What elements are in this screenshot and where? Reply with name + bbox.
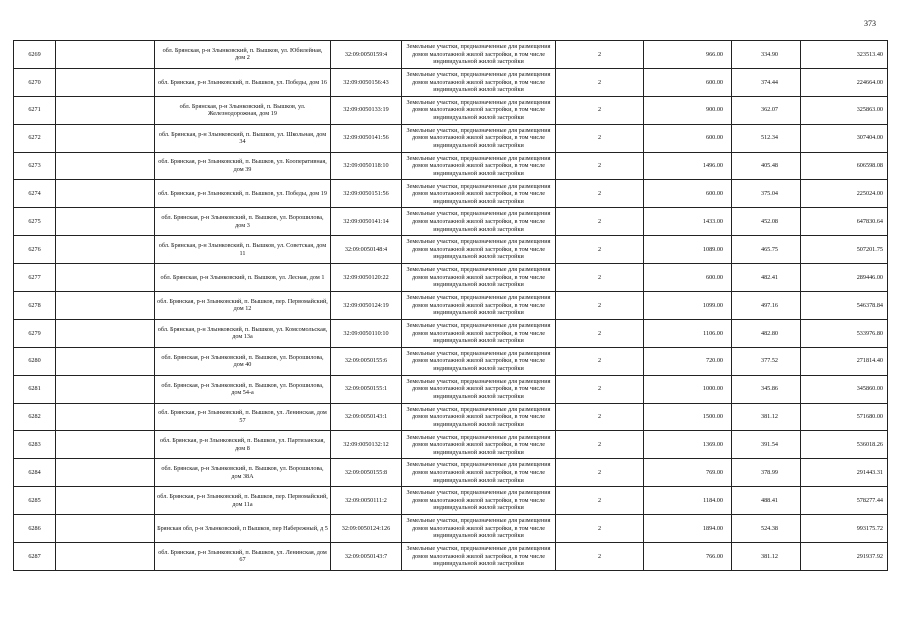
address-cell: обл. Брянская, р-н Злынковский, п. Вышков, ул. Ленинская, дом 67: [155, 543, 331, 571]
specific-value-cell: 497.16: [732, 292, 801, 320]
area-cell: 766.00: [644, 543, 732, 571]
group-code-cell: 2: [556, 487, 644, 515]
address-cell: обл. Брянская, р-н Злынковский, п. Вышков, ул. Лесная, дом 1: [155, 264, 331, 292]
address-cell: обл. Брянская, р-н Злынковский, п. Вышков, ул. Ворошилова, дом 38А: [155, 459, 331, 487]
specific-value-cell: 375.04: [732, 180, 801, 208]
row-number: 6273: [14, 152, 56, 180]
specific-value-cell: 334.90: [732, 41, 801, 69]
cadastral-number-cell: 32:09:0050111:2: [331, 487, 402, 515]
land-use-cell: Земельные участки, предназначенные для размещения домов малоэтажной жилой застройки, в том числе индивидуальной жилой застройки: [402, 68, 556, 96]
table-row: [14, 292, 888, 320]
address-cell: обл. Брянская, р-н Злынковский, п. Вышков, ул. Кооперативная, дом 39: [155, 152, 331, 180]
table-row: [14, 236, 888, 264]
land-use-cell: Земельные участки, предназначенные для размещения домов малоэтажной жилой застройки, в том числе индивидуальной жилой застройки: [402, 152, 556, 180]
cadastral-value-cell: 291937.92: [801, 543, 888, 571]
area-cell: 769.00: [644, 459, 732, 487]
specific-value-cell: 374.44: [732, 68, 801, 96]
cadastral-value-cell: 571680.00: [801, 403, 888, 431]
address-cell: обл. Брянская, р-н Злынковский, п. Вышков, ул. Юбилейная, дом 2: [155, 41, 331, 69]
area-cell: 1000.00: [644, 375, 732, 403]
table-row: [14, 96, 888, 124]
cadastral-number-cell: 32:09:0050133:19: [331, 96, 402, 124]
row-number: 6278: [14, 292, 56, 320]
cadastral-value-table: [13, 40, 888, 571]
address-cell: обл. Брянская, р-н Злынковский, п. Вышков, ул. Ворошилова, дом 40: [155, 347, 331, 375]
land-use-cell: Земельные участки, предназначенные для размещения домов малоэтажной жилой застройки, в том числе индивидуальной жилой застройки: [402, 431, 556, 459]
group-code-cell: 2: [556, 543, 644, 571]
cadastral-number-cell: 32:09:0050151:56: [331, 180, 402, 208]
blank-cell: [56, 515, 155, 543]
blank-cell: [56, 124, 155, 152]
group-code-cell: 2: [556, 236, 644, 264]
land-use-cell: Земельные участки, предназначенные для размещения домов малоэтажной жилой застройки, в том числе индивидуальной жилой застройки: [402, 124, 556, 152]
group-code-cell: 2: [556, 459, 644, 487]
table-row: [14, 347, 888, 375]
table-row: [14, 208, 888, 236]
blank-cell: [56, 208, 155, 236]
blank-cell: [56, 292, 155, 320]
land-use-cell: Земельные участки, предназначенные для размещения домов малоэтажной жилой застройки, в том числе индивидуальной жилой застройки: [402, 543, 556, 571]
cadastral-number-cell: 32:09:0050141:56: [331, 124, 402, 152]
cadastral-value-cell: 578277.44: [801, 487, 888, 515]
specific-value-cell: 482.41: [732, 264, 801, 292]
group-code-cell: 2: [556, 375, 644, 403]
cadastral-number-cell: 32:09:0050155:6: [331, 347, 402, 375]
area-cell: 1099.00: [644, 292, 732, 320]
area-cell: 1184.00: [644, 487, 732, 515]
cadastral-value-cell: 507201.75: [801, 236, 888, 264]
land-use-cell: Земельные участки, предназначенные для размещения домов малоэтажной жилой застройки, в том числе индивидуальной жилой застройки: [402, 264, 556, 292]
table-row: [14, 459, 888, 487]
cadastral-number-cell: 32:09:0050148:4: [331, 236, 402, 264]
cadastral-number-cell: 32:09:0050120:22: [331, 264, 402, 292]
cadastral-number-cell: 32:09:0050156:43: [331, 68, 402, 96]
cadastral-value-cell: 224664.00: [801, 68, 888, 96]
group-code-cell: 2: [556, 41, 644, 69]
cadastral-number-cell: 32:09:0050132:12: [331, 431, 402, 459]
blank-cell: [56, 96, 155, 124]
area-cell: 600.00: [644, 264, 732, 292]
address-cell: обл. Брянская, р-н Злынковский, п. Вышков, ул. Партизанская, дом 8: [155, 431, 331, 459]
row-number: 6277: [14, 264, 56, 292]
area-cell: 900.00: [644, 96, 732, 124]
area-cell: 1106.00: [644, 319, 732, 347]
area-cell: 1089.00: [644, 236, 732, 264]
land-use-cell: Земельные участки, предназначенные для размещения домов малоэтажной жилой застройки, в том числе индивидуальной жилой застройки: [402, 459, 556, 487]
area-cell: 600.00: [644, 124, 732, 152]
table-row: [14, 41, 888, 69]
table-row: [14, 152, 888, 180]
table-row: [14, 264, 888, 292]
area-cell: 966.00: [644, 41, 732, 69]
address-cell: обл. Брянская, р-н Злынковский, п. Вышков, ул. Железнодорожная, дом 19: [155, 96, 331, 124]
area-cell: 1369.00: [644, 431, 732, 459]
area-cell: 600.00: [644, 180, 732, 208]
group-code-cell: 2: [556, 403, 644, 431]
cadastral-value-cell: 536018.26: [801, 431, 888, 459]
cadastral-number-cell: 32:09:0050141:14: [331, 208, 402, 236]
blank-cell: [56, 68, 155, 96]
cadastral-value-cell: 289446.00: [801, 264, 888, 292]
area-cell: 1433.00: [644, 208, 732, 236]
blank-cell: [56, 152, 155, 180]
cadastral-value-cell: 325863.00: [801, 96, 888, 124]
cadastral-value-cell: 225024.00: [801, 180, 888, 208]
group-code-cell: 2: [556, 180, 644, 208]
row-number: 6286: [14, 515, 56, 543]
row-number: 6271: [14, 96, 56, 124]
specific-value-cell: 452.08: [732, 208, 801, 236]
cadastral-number-cell: 32:09:0050155:8: [331, 459, 402, 487]
row-number: 6282: [14, 403, 56, 431]
group-code-cell: 2: [556, 152, 644, 180]
cadastral-number-cell: 32:09:0050143:7: [331, 543, 402, 571]
group-code-cell: 2: [556, 124, 644, 152]
cadastral-value-cell: 271814.40: [801, 347, 888, 375]
blank-cell: [56, 319, 155, 347]
address-cell: обл. Брянская, р-н Злынковский, п. Вышков, ул. Ленинская, дом 57: [155, 403, 331, 431]
cadastral-value-cell: 323513.40: [801, 41, 888, 69]
specific-value-cell: 345.86: [732, 375, 801, 403]
land-use-cell: Земельные участки, предназначенные для размещения домов малоэтажной жилой застройки, в том числе индивидуальной жилой застройки: [402, 487, 556, 515]
address-cell: обл. Брянская, р-н Злынковский, п. Вышков, ул. Школьная, дом 34: [155, 124, 331, 152]
specific-value-cell: 488.41: [732, 487, 801, 515]
area-cell: 1496.00: [644, 152, 732, 180]
row-number: 6281: [14, 375, 56, 403]
cadastral-value-cell: 533976.80: [801, 319, 888, 347]
land-use-cell: Земельные участки, предназначенные для размещения домов малоэтажной жилой застройки, в том числе индивидуальной жилой застройки: [402, 403, 556, 431]
specific-value-cell: 465.75: [732, 236, 801, 264]
row-number: 6276: [14, 236, 56, 264]
cadastral-number-cell: 32:09:0050143:1: [331, 403, 402, 431]
row-number: 6279: [14, 319, 56, 347]
blank-cell: [56, 375, 155, 403]
group-code-cell: 2: [556, 319, 644, 347]
address-cell: обл. Брянская, р-н Злынковский, п. Вышков, пер. Первомайский, дом 11а: [155, 487, 331, 515]
table-row: [14, 180, 888, 208]
table-row: [14, 375, 888, 403]
row-number: 6283: [14, 431, 56, 459]
group-code-cell: 2: [556, 208, 644, 236]
row-number: 6269: [14, 41, 56, 69]
specific-value-cell: 391.54: [732, 431, 801, 459]
land-use-cell: Земельные участки, предназначенные для размещения домов малоэтажной жилой застройки, в том числе индивидуальной жилой застройки: [402, 292, 556, 320]
specific-value-cell: 378.99: [732, 459, 801, 487]
land-use-cell: Земельные участки, предназначенные для размещения домов малоэтажной жилой застройки, в том числе индивидуальной жилой застройки: [402, 180, 556, 208]
row-number: 6287: [14, 543, 56, 571]
row-number: 6285: [14, 487, 56, 515]
group-code-cell: 2: [556, 264, 644, 292]
address-cell: Брянская обл, р-н Злынковский, п Вышков, пер Набережный, д 5: [155, 515, 331, 543]
land-use-cell: Земельные участки, предназначенные для размещения домов малоэтажной жилой застройки, в том числе индивидуальной жилой застройки: [402, 96, 556, 124]
blank-cell: [56, 264, 155, 292]
row-number: 6280: [14, 347, 56, 375]
address-cell: обл. Брянская, р-н Злынковский, п. Вышков, ул. Комсомольская, дом 13а: [155, 319, 331, 347]
cadastral-number-cell: 32:09:0050155:1: [331, 375, 402, 403]
address-cell: обл. Брянская, р-н Злынковский, п. Вышков, ул. Ворошилова, дом 54-а: [155, 375, 331, 403]
cadastral-number-cell: 32:09:0050118:10: [331, 152, 402, 180]
table-row: [14, 543, 888, 571]
specific-value-cell: 482.80: [732, 319, 801, 347]
land-use-cell: Земельные участки, предназначенные для размещения домов малоэтажной жилой застройки, в том числе индивидуальной жилой застройки: [402, 515, 556, 543]
row-number: 6272: [14, 124, 56, 152]
group-code-cell: 2: [556, 96, 644, 124]
area-cell: 1894.00: [644, 515, 732, 543]
table-row: [14, 431, 888, 459]
cadastral-value-cell: 291443.31: [801, 459, 888, 487]
specific-value-cell: 377.52: [732, 347, 801, 375]
group-code-cell: 2: [556, 292, 644, 320]
cadastral-value-cell: 606598.08: [801, 152, 888, 180]
address-cell: обл. Брянская, р-н Злынковский, п. Вышков, ул. Советская, дом 11: [155, 236, 331, 264]
blank-cell: [56, 236, 155, 264]
area-cell: 1500.00: [644, 403, 732, 431]
row-number: 6270: [14, 68, 56, 96]
land-use-cell: Земельные участки, предназначенные для размещения домов малоэтажной жилой застройки, в том числе индивидуальной жилой застройки: [402, 41, 556, 69]
blank-cell: [56, 347, 155, 375]
specific-value-cell: 524.38: [732, 515, 801, 543]
table-row: [14, 487, 888, 515]
area-cell: 600.00: [644, 68, 732, 96]
table-row: [14, 403, 888, 431]
cadastral-value-cell: 307404.00: [801, 124, 888, 152]
cadastral-value-cell: 993175.72: [801, 515, 888, 543]
cadastral-number-cell: 32:09:0050124:126: [331, 515, 402, 543]
group-code-cell: 2: [556, 515, 644, 543]
address-cell: обл. Брянская, р-н Злынковский, п. Вышков, ул. Победы, дом 19: [155, 180, 331, 208]
page-number: 373: [864, 19, 876, 28]
blank-cell: [56, 431, 155, 459]
area-cell: 720.00: [644, 347, 732, 375]
address-cell: обл. Брянская, р-н Злынковский, п. Вышков, ул. Победы, дом 16: [155, 68, 331, 96]
cadastral-value-cell: 546378.84: [801, 292, 888, 320]
specific-value-cell: 381.12: [732, 403, 801, 431]
cadastral-number-cell: 32:09:0050110:10: [331, 319, 402, 347]
row-number: 6274: [14, 180, 56, 208]
blank-cell: [56, 180, 155, 208]
row-number: 6275: [14, 208, 56, 236]
cadastral-number-cell: 32:09:0050124:19: [331, 292, 402, 320]
blank-cell: [56, 41, 155, 69]
cadastral-value-cell: 647830.64: [801, 208, 888, 236]
group-code-cell: 2: [556, 68, 644, 96]
cadastral-number-cell: 32:09:0050159:4: [331, 41, 402, 69]
land-use-cell: Земельные участки, предназначенные для размещения домов малоэтажной жилой застройки, в том числе индивидуальной жилой застройки: [402, 347, 556, 375]
table-row: [14, 124, 888, 152]
table-row: [14, 68, 888, 96]
blank-cell: [56, 403, 155, 431]
specific-value-cell: 362.07: [732, 96, 801, 124]
cadastral-value-cell: 345860.00: [801, 375, 888, 403]
group-code-cell: 2: [556, 431, 644, 459]
blank-cell: [56, 487, 155, 515]
land-use-cell: Земельные участки, предназначенные для размещения домов малоэтажной жилой застройки, в том числе индивидуальной жилой застройки: [402, 319, 556, 347]
blank-cell: [56, 543, 155, 571]
address-cell: обл. Брянская, р-н Злынковский, п. Вышков, пер. Первомайский, дом 12: [155, 292, 331, 320]
table-row: [14, 515, 888, 543]
specific-value-cell: 381.12: [732, 543, 801, 571]
blank-cell: [56, 459, 155, 487]
address-cell: обл. Брянская, р-н Злынковский, п. Вышков, ул. Ворошилова, дом 3: [155, 208, 331, 236]
group-code-cell: 2: [556, 347, 644, 375]
land-use-cell: Земельные участки, предназначенные для размещения домов малоэтажной жилой застройки, в том числе индивидуальной жилой застройки: [402, 375, 556, 403]
land-use-cell: Земельные участки, предназначенные для размещения домов малоэтажной жилой застройки, в том числе индивидуальной жилой застройки: [402, 208, 556, 236]
specific-value-cell: 512.34: [732, 124, 801, 152]
land-use-cell: Земельные участки, предназначенные для размещения домов малоэтажной жилой застройки, в том числе индивидуальной жилой застройки: [402, 236, 556, 264]
table-row: [14, 319, 888, 347]
specific-value-cell: 405.48: [732, 152, 801, 180]
row-number: 6284: [14, 459, 56, 487]
